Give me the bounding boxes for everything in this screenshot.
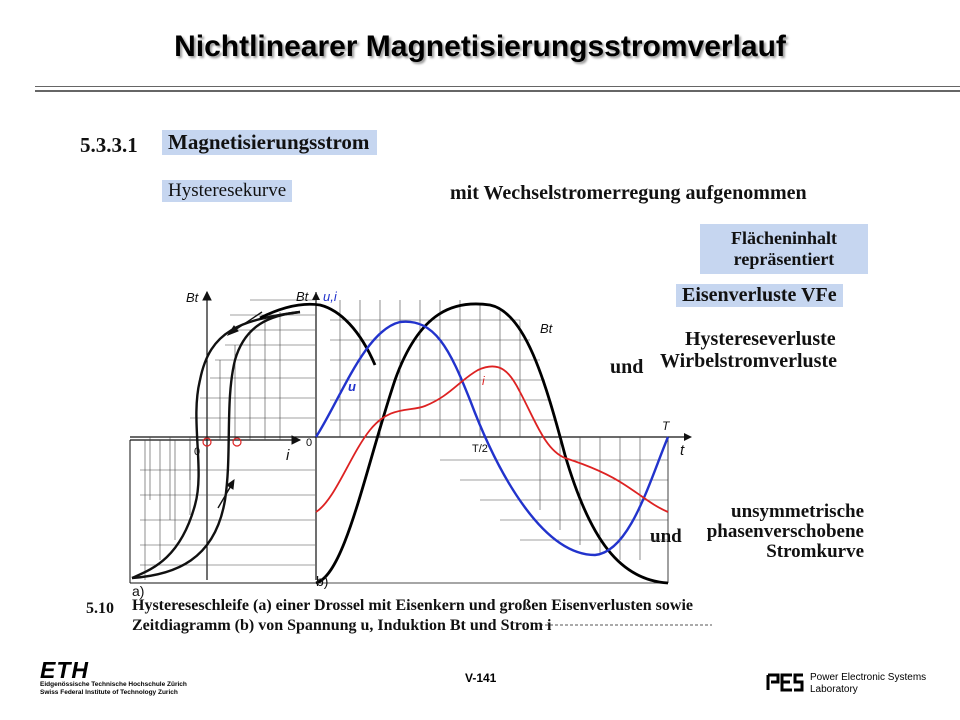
note-hysteresis-losses: Hystereseverluste (685, 328, 836, 350)
note-area-line2: repräsentiert (733, 249, 835, 269)
fig-a-panel-label: a) (132, 583, 145, 599)
note-hysteresis: Hysteresekurve (162, 180, 292, 202)
fig-a-bt-arrow (203, 292, 211, 300)
caption-number: 5.10 (86, 600, 114, 617)
fig-b-bt-axis-label: Bt (296, 289, 309, 304)
note-unsym-line1: unsymmetrische (731, 501, 864, 522)
fig-b-ui-axis-label: u,i (323, 289, 337, 304)
fig-b-i-curve (316, 366, 668, 512)
fig-b-t-arrow (684, 433, 692, 441)
eth-logo: ETH (40, 657, 89, 683)
fig-b-ui-arrow (312, 292, 320, 300)
fig-b-u-label: u (348, 379, 356, 394)
fig-a-loop-branch-1 (132, 312, 300, 578)
pes-logo-icon (766, 672, 804, 692)
fig-a-origin: 0 (194, 446, 201, 458)
fig-b (130, 292, 692, 583)
fig-b-t-label: t (680, 442, 685, 459)
note-and-1: und (610, 356, 644, 378)
caption-line-1: Hystereseschleife (a) einer Drossel mit Eisenkern und großen Eisenverlusten sowie (132, 597, 693, 614)
slide-title: Nichtlinearer Magnetisierungsstromverlauf (174, 30, 786, 63)
fig-b-bt-curve-left (260, 304, 375, 365)
fig-b-origin: 0 (306, 437, 313, 449)
fig-a-i-label: i (286, 447, 290, 464)
note-eddy-losses: Wirbelstromverluste (660, 350, 838, 372)
pes-logo-line-2: Laboratory (810, 684, 858, 695)
eth-logo-line-2: Swiss Federal Institute of Technology Zurich (40, 689, 178, 696)
fig-b-panel-label: b) (316, 573, 329, 589)
page-number: V-141 (465, 671, 497, 685)
eth-logo-line-1: Eidgenössische Technische Hochschule Zürich (40, 681, 187, 688)
fig-a-loop-branch-2 (132, 312, 300, 578)
note-unsym-line2: phasenverschobene (706, 521, 864, 542)
note-iron-losses: Eisenverluste VFe (676, 284, 843, 307)
fig-b-bt-curve-label: Bt (540, 321, 553, 336)
note-area-line1: Flächeninhalt (730, 228, 837, 248)
fig-b-t-period: T (662, 419, 670, 433)
book-heading-number: 5.3.3.1 (80, 133, 138, 157)
fig-b-t-half: T/2 (472, 443, 488, 455)
note-excitation: mit Wechselstromerregung aufgenommen (450, 182, 807, 204)
note-unsym-line3: Stromkurve (766, 541, 864, 562)
pes-logo-line-1: Power Electronic Systems (810, 672, 927, 683)
caption-line-2: Zeitdiagramm (b) von Spannung u, Induktion Bt und Strom i (132, 617, 552, 634)
fig-a-zero-crossing-2 (233, 438, 241, 446)
note-and-2: und (650, 526, 682, 547)
book-heading-title: Magnetisierungsstrom (162, 130, 377, 155)
fig-b-i-label: i (482, 374, 485, 388)
fig-a-bt-label: Bt (186, 290, 199, 305)
